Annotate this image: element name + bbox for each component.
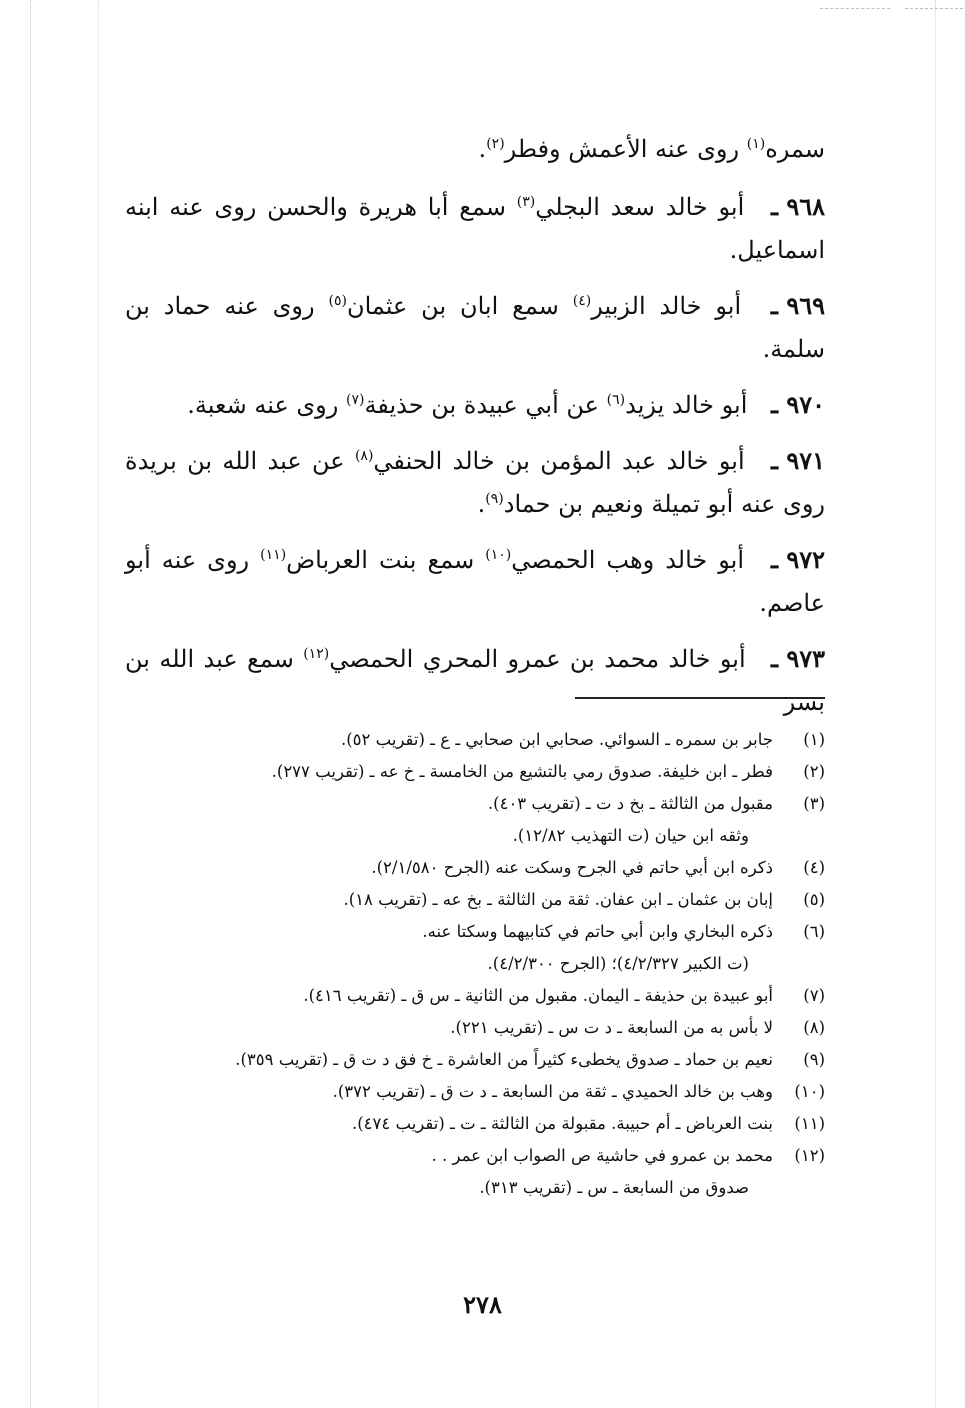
scan-artifact-line xyxy=(935,0,936,1408)
entry-number: ٩٧٣ ـ xyxy=(770,644,826,673)
footnote-number: (١٠) xyxy=(794,1082,825,1101)
footnote-text: ذكره ابن أبي حاتم في الجرح وسكت عنه (الجرح ٢/١/٥٨٠). xyxy=(371,858,773,877)
entry-text: سمع عبد الله بن بسر xyxy=(125,645,825,716)
footnote-text: محمد بن عمرو في حاشية ص الصواب ابن عمر . . xyxy=(431,1146,773,1165)
entry-name: أبو خالد يزيد xyxy=(625,391,748,419)
footnote-number: (٥) xyxy=(803,890,825,909)
footnote-number: (٦) xyxy=(803,922,825,941)
footnote-text: مقبول من الثالثة ـ بخ د ت ـ (تقريب ٤٠٣). xyxy=(487,794,773,813)
footnote-ref[interactable]: (٨) xyxy=(354,448,374,464)
scan-artifact-line xyxy=(30,0,31,1408)
entry-972 xyxy=(125,538,825,625)
scan-artifact-line xyxy=(905,8,963,9)
main-text xyxy=(125,128,825,736)
footnote-separator xyxy=(575,697,825,699)
footnote-ref[interactable]: (٤) xyxy=(572,293,592,309)
page-number-text: ٢٧٨ xyxy=(463,1290,502,1319)
footnote xyxy=(125,852,825,884)
footnote-text: جابر بن سمره ـ السوائي. صحابي ابن صحابي ـ ع ـ (تقريب ٥٢). xyxy=(340,730,773,749)
footnote-ref[interactable]: (٧) xyxy=(346,392,365,408)
entry-number: ٩٦٨ ـ xyxy=(770,192,825,221)
entry-971 xyxy=(125,439,825,526)
entry-number: ٩٧٠ ـ xyxy=(770,390,825,419)
footnote-ref[interactable]: (٦) xyxy=(606,392,626,408)
entry-text: روى عنه حماد بن سلمة. xyxy=(125,292,825,363)
footnote-ref[interactable]: (١٢) xyxy=(303,646,330,662)
footnote-text: لا بأس به من السابعة ـ د ت س ـ (تقريب ٢٢١). xyxy=(450,1018,773,1037)
footnote-number: (١) xyxy=(803,730,825,749)
entry-name: أبو خالد سعد البجلي xyxy=(535,193,745,221)
entry-text: سمع ابان بن عثمان xyxy=(346,292,559,320)
entry-text: روى عنه أبو عاصم. xyxy=(125,546,825,617)
footnote-ref[interactable]: (٩) xyxy=(485,491,504,507)
footnote-continuation: صدوق من السابعة ـ س ـ (تقريب ٣١٣). xyxy=(479,1178,749,1197)
footnote-number: (٩) xyxy=(803,1050,825,1069)
footnote-number: (٣) xyxy=(803,794,825,813)
entry-969 xyxy=(125,284,825,371)
entry-text: سمع بنت العرباض xyxy=(286,546,475,574)
footnote-number: (٤) xyxy=(803,858,825,877)
footnote-text: وهب بن خالد الحميدي ـ ثقة من السابعة ـ د ت ق ـ (تقريب ٣٧٢). xyxy=(332,1082,773,1101)
opening-line xyxy=(125,128,825,171)
entry-name: أبو خالد الزبير xyxy=(591,292,742,320)
entry-970 xyxy=(125,383,825,427)
footnote-number: (٧) xyxy=(803,986,825,1005)
entry-968 xyxy=(125,185,825,272)
footnote-number: (١١) xyxy=(794,1114,825,1133)
footnote xyxy=(125,884,825,916)
footnote xyxy=(125,1044,825,1076)
entry-number: ٩٧١ ـ xyxy=(770,446,825,475)
footnote-number: (٨) xyxy=(803,1018,825,1037)
entry-text: روى عنه شعبة. xyxy=(187,391,339,419)
entry-text: . xyxy=(477,490,486,518)
footnote-ref[interactable]: (١) xyxy=(746,136,766,152)
footnote xyxy=(125,756,825,788)
footnote xyxy=(125,1140,825,1204)
footnote xyxy=(125,1076,825,1108)
page-number xyxy=(0,1290,965,1319)
footnote xyxy=(125,980,825,1012)
entry-name: أبو خالد عبد المؤمن بن خالد الحنفي xyxy=(373,447,745,475)
footnote-ref[interactable]: (١١) xyxy=(260,547,287,563)
footnote xyxy=(125,1012,825,1044)
footnote-continuation: وثقه ابن حيان (ت التهذيب ١٢/٨٢). xyxy=(512,826,749,845)
entry-text: عن عبد الله بن بريدة روى عنه أبو تميلة ونعيم بن حماد xyxy=(125,447,825,518)
opening-end: . xyxy=(478,135,487,163)
footnote xyxy=(125,1108,825,1140)
footnote xyxy=(125,788,825,852)
footnote-continuation: (ت الكبير ٤/٢/٣٢٧)؛ (الجرح ٤/٢/٣٠٠). xyxy=(487,954,749,973)
footnotes xyxy=(125,724,825,1204)
footnote-text: نعيم بن حماد ـ صدوق يخطىء كثيراً من العاشرة ـ خ فق د ت ق ـ (تقريب ٣٥٩). xyxy=(235,1050,773,1069)
footnote-ref[interactable]: (٣) xyxy=(516,194,536,210)
opening-word: سمره xyxy=(765,135,825,163)
entry-number: ٩٧٢ ـ xyxy=(770,545,826,574)
entry-text: عن أبي عبيدة بن حذيفة xyxy=(364,391,599,419)
footnote-text: فطر ـ ابن خليفة. صدوق رمي بالتشيع من الخامسة ـ خ عه ـ (تقريب ٢٧٧). xyxy=(271,762,773,781)
footnote xyxy=(125,724,825,756)
entry-973 xyxy=(125,637,825,724)
footnote-text: أبو عبيدة بن حذيفة ـ اليمان. مقبول من الثانية ـ س ق ـ (تقريب ٤١٦). xyxy=(303,986,773,1005)
entry-number: ٩٦٩ ـ xyxy=(770,291,825,320)
footnote-ref[interactable]: (٥) xyxy=(328,293,347,309)
entry-name: أبو خالد وهب الحمصي xyxy=(511,546,745,574)
footnote-text: ذكره البخاري وابن أبي حاتم في كتابيهما وسكتا عنه. xyxy=(422,922,773,941)
footnote-ref[interactable]: (١٠) xyxy=(485,547,512,563)
scan-artifact-line xyxy=(98,0,99,1408)
entry-name: أبو خالد محمد بن عمرو المحري الحمصي xyxy=(329,645,746,673)
footnote xyxy=(125,916,825,980)
footnote-ref[interactable]: (٢) xyxy=(486,136,505,152)
opening-rest: روى عنه الأعمش وفطر xyxy=(504,135,740,163)
footnote-text: بنت العرباض ـ أم حبيبة. مقبولة من الثالثة ـ ت ـ (تقريب ٤٧٤). xyxy=(351,1114,773,1133)
footnote-text: إبان بن عثمان ـ ابن عفان. ثقة من الثالثة ـ بخ عه ـ (تقريب ١٨). xyxy=(343,890,773,909)
footnote-number: (٢) xyxy=(803,762,825,781)
entry-text: سمع أبا هريرة والحسن روى عنه ابنه اسماعيل. xyxy=(125,193,825,264)
footnote-number: (١٢) xyxy=(794,1146,825,1165)
scan-artifact-line xyxy=(820,8,890,9)
